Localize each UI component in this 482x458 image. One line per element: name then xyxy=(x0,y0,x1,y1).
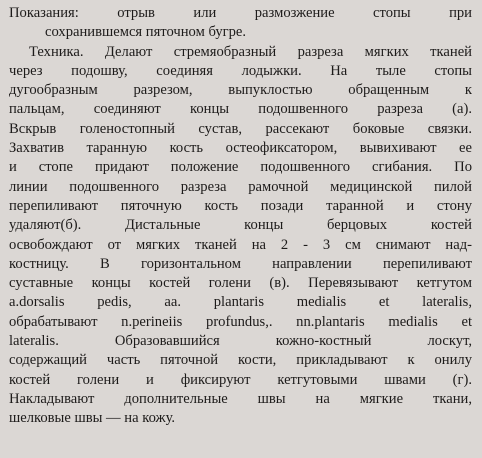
text-line: содержащий часть пяточной кости, прикладывают к онилу xyxy=(9,352,472,369)
text-line: обрабатывают n.perineiis profundus,. nn.plantaris medialis et xyxy=(9,313,472,330)
text-line: сохранившемся пяточном бугре. xyxy=(45,24,247,41)
text-line: костницу. В горизонтальном направлении перепиливают xyxy=(9,255,472,272)
text-line: Накладывают дополнительные швы на мягкие ткани, xyxy=(9,390,472,407)
text-line: освобождают от мягких тканей на 2 - 3 см снимают над- xyxy=(9,236,472,253)
text-line: суставные концы костей голени (в). Перевязывают кетгутом xyxy=(9,275,472,292)
text-line: удаляют(б). Дистальные концы берцовых костей xyxy=(9,217,472,234)
text-line: через подошву, соединяя лодыжки. На тыле стопы xyxy=(9,62,472,79)
text-line: Показания: отрыв или размозжение стопы при xyxy=(9,5,472,21)
text-line: костей голени и фиксируют кетгутовыми швами (г). xyxy=(9,371,472,388)
text-line: линии подошвенного разреза рамочной медицинской пилой xyxy=(9,178,472,195)
text-line: дугообразным разрезом, выпуклостью обращенным к xyxy=(9,82,472,99)
text-line: пальцам, соединяют концы подошвенного разреза (а). xyxy=(9,101,472,118)
text-line: и стопе придают положение подошвенного сгибания. По xyxy=(9,159,472,176)
text-line: a.dorsalis pedis, aa. plantaris medialis et lateralis, xyxy=(9,294,472,311)
text-block xyxy=(9,4,472,429)
text-line: шелковые швы — на кожу. xyxy=(9,410,176,427)
text-line: lateralis. Образовавшийся кожно-костный лоскут, xyxy=(9,333,472,350)
text-line: Вскрыв голеностопный сустав, рассекают боковые связки. xyxy=(9,120,472,137)
text-line: Захватив таранную кость остеофиксатором, вывихивают ее xyxy=(9,140,472,157)
text-line: Техника. Делают стремяобразный разреза мягких тканей xyxy=(29,43,472,60)
text-line: перепиливают пяточную кость позади таранной и стону xyxy=(9,197,472,214)
